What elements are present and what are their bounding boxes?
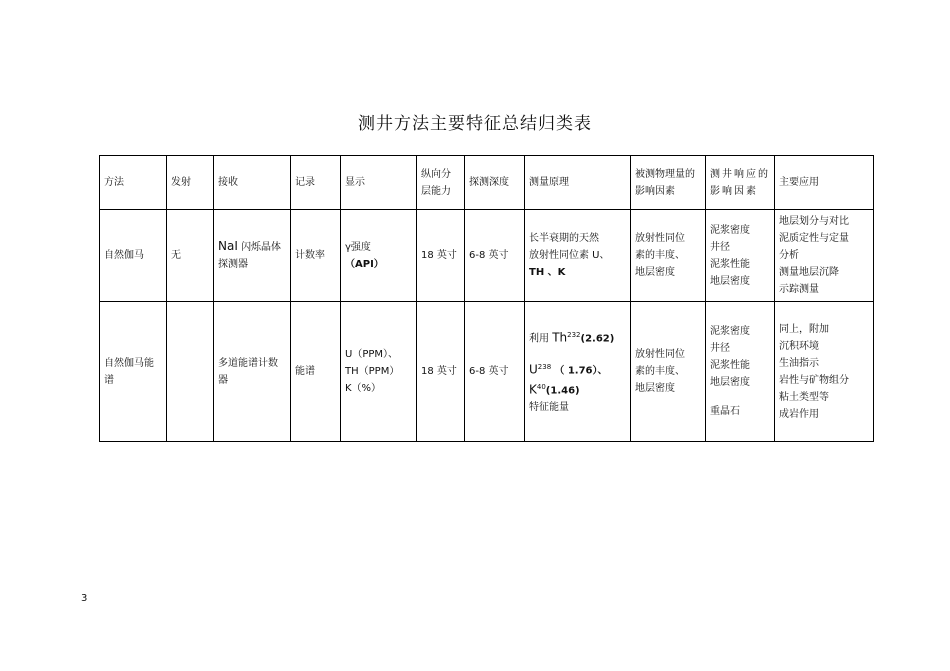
display-line: 强度 xyxy=(350,241,371,253)
measured-factors-cell xyxy=(631,210,706,302)
application-line: 地层划分与对比 xyxy=(779,216,849,227)
factor-line: 井径 xyxy=(710,241,730,253)
receive-crystal: NaI xyxy=(218,239,238,253)
response-factors-cell xyxy=(706,302,775,442)
factor-line: 地层密度 xyxy=(710,377,750,388)
table-row xyxy=(100,302,874,442)
emit-cell: 无 xyxy=(167,210,214,302)
depth-cell: 6-8 英寸 xyxy=(465,210,525,302)
application-line: 泥质定性与定量 xyxy=(779,233,849,244)
spacer xyxy=(710,391,770,403)
display-line: U（PPM）、 xyxy=(345,349,399,360)
factor-line: 泥浆密度 xyxy=(710,224,750,236)
measured-factors-cell xyxy=(631,302,706,442)
record-cell: 能谱 xyxy=(291,302,341,442)
display-line: K（%） xyxy=(345,383,382,394)
header-cell: 测量原理 xyxy=(525,156,631,210)
gamma-symbol: γ xyxy=(345,241,351,253)
header-cell: 发射 xyxy=(167,156,214,210)
display-cell xyxy=(341,210,417,302)
header-cell: 方法 xyxy=(100,156,167,210)
application-line: 示踪测量 xyxy=(779,284,819,295)
principle-line: TH 、K xyxy=(529,267,566,278)
header-cell: 探测深度 xyxy=(465,156,525,210)
application-line: 成岩作用 xyxy=(779,408,819,420)
method-cell: 自然伽马能谱 xyxy=(100,302,167,442)
emit-cell xyxy=(167,302,214,442)
receive-detector: 闪烁晶体探测器 xyxy=(218,242,282,270)
receive-cell xyxy=(214,210,291,302)
factor-line: 素的丰度、 xyxy=(635,366,685,377)
vertical-resolution-cell: 18 英寸 xyxy=(417,210,465,302)
header-cell: 测井响应的影响因素 xyxy=(706,156,775,210)
uranium-symbol: U xyxy=(529,362,538,377)
factor-line: 素的丰度、 xyxy=(635,250,685,261)
method-cell: 自然伽马 xyxy=(100,210,167,302)
depth-cell: 6-8 英寸 xyxy=(465,302,525,442)
application-line: 同上，附加 xyxy=(779,323,829,335)
potassium-energy: (1.46) xyxy=(545,385,580,397)
application-line: 岩性与矿物组分 xyxy=(779,374,849,386)
application-line: 生油指示 xyxy=(779,357,819,369)
header-cell: 被测物理量的影响因素 xyxy=(631,156,706,210)
application-line: 沉积环境 xyxy=(779,340,819,352)
principle-line: 放射性同位素 U、 xyxy=(529,250,610,261)
uranium-mass: 238 xyxy=(537,362,552,371)
thorium-energy: (2.62) xyxy=(580,332,615,344)
header-cell: 显示 xyxy=(341,156,417,210)
factor-line: 地层密度 xyxy=(635,383,675,394)
factor-line: 重晶石 xyxy=(710,406,740,417)
factor-line: 放射性同位 xyxy=(635,349,685,360)
factor-line: 泥浆性能 xyxy=(710,258,750,270)
principle-prefix: 利用 xyxy=(529,332,549,344)
factor-line: 井径 xyxy=(710,343,730,354)
application-line: 测量地层沉降 xyxy=(779,267,839,278)
principle-line: 长半衰期的天然 xyxy=(529,233,599,244)
display-line: TH（PPM） xyxy=(345,366,400,377)
principle-cell xyxy=(525,210,631,302)
factor-line: 泥浆性能 xyxy=(710,360,750,371)
factor-line: 地层密度 xyxy=(635,267,675,278)
header-row xyxy=(100,156,874,210)
thorium-mass: 232 xyxy=(567,330,581,339)
table-row xyxy=(100,210,874,302)
header-cell: 纵向分层能力 xyxy=(417,156,465,210)
header-cell: 接收 xyxy=(214,156,291,210)
applications-cell xyxy=(775,210,874,302)
header-cell: 主要应用 xyxy=(775,156,874,210)
response-factors-cell xyxy=(706,210,775,302)
application-line: 粘土类型等 xyxy=(779,391,829,403)
applications-cell xyxy=(775,302,874,442)
potassium-mass: 40 xyxy=(536,383,546,392)
page-title: 测井方法主要特征总结归类表 xyxy=(358,114,592,134)
receive-cell: 多道能谱计数器 xyxy=(214,302,291,442)
application-line: 分析 xyxy=(779,250,799,261)
well-logging-summary-table xyxy=(99,155,874,442)
record-cell: 计数率 xyxy=(291,210,341,302)
header-cell: 记录 xyxy=(291,156,341,210)
spacer xyxy=(529,347,626,359)
uranium-energy: （ 1.76）、 xyxy=(554,365,608,377)
display-line: （API） xyxy=(345,258,384,270)
factor-line: 放射性同位 xyxy=(635,233,685,244)
factor-line: 地层密度 xyxy=(710,275,750,287)
page-number: 3 xyxy=(81,593,88,604)
factor-line: 泥浆密度 xyxy=(710,326,750,337)
display-cell xyxy=(341,302,417,442)
thorium-symbol: Th xyxy=(552,329,568,344)
potassium-symbol: K xyxy=(529,382,537,397)
principle-suffix: 特征能量 xyxy=(529,402,569,414)
vertical-resolution-cell: 18 英寸 xyxy=(417,302,465,442)
principle-cell xyxy=(525,302,631,442)
